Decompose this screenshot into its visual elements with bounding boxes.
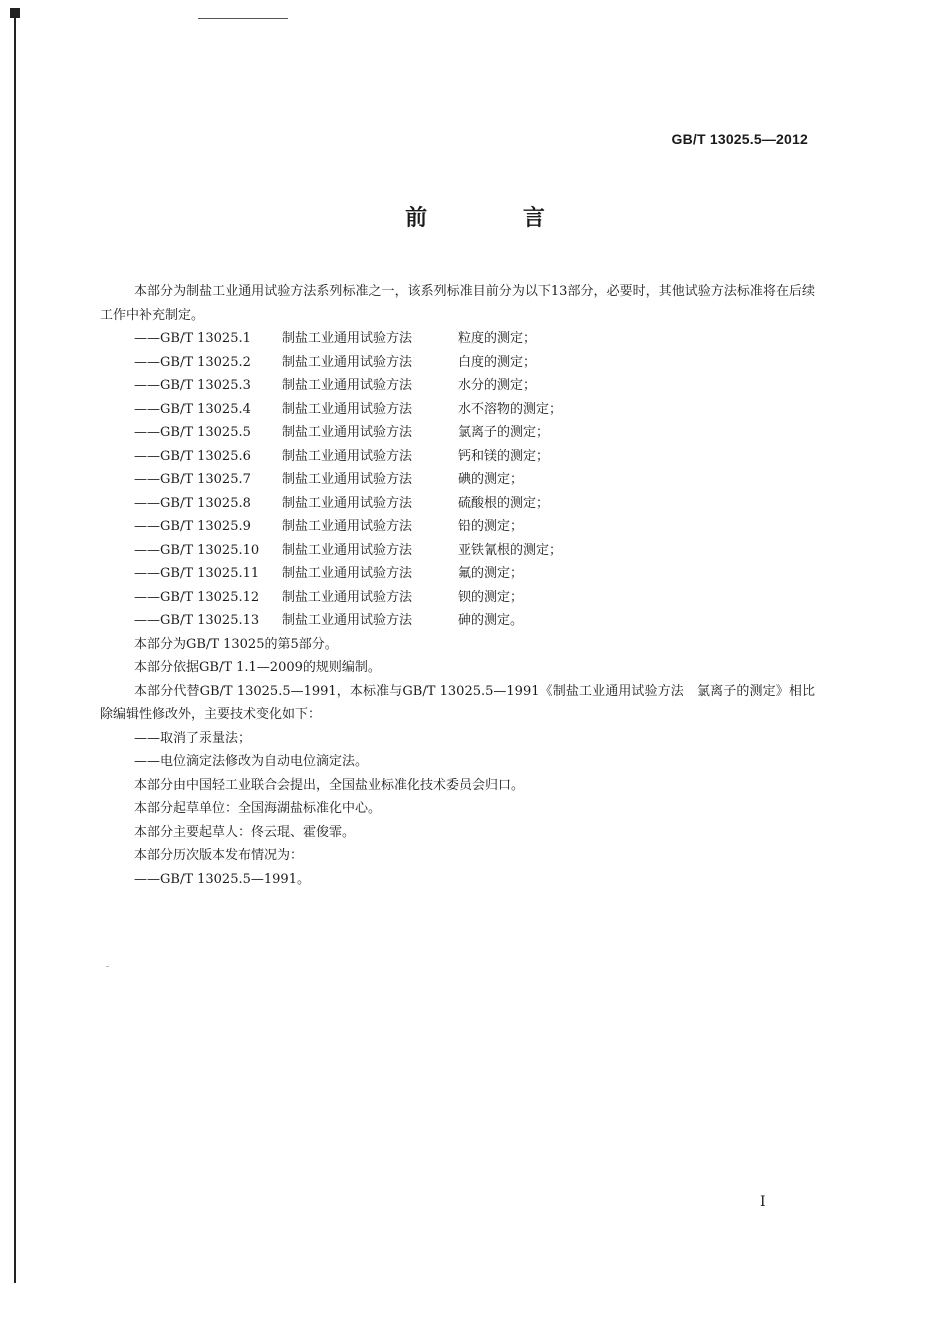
- part-list-item: [100, 562, 815, 586]
- part-list-item: [100, 539, 815, 563]
- part-series: 制盐工业通用试验方法: [282, 448, 413, 464]
- part-series: 制盐工业通用试验方法: [282, 401, 413, 417]
- part-list-item: [100, 351, 815, 375]
- part-name: 钡的测定；: [458, 589, 524, 605]
- part-code: ——GB/T 13025.12: [134, 589, 260, 605]
- part-name: 水分的测定；: [458, 378, 537, 393]
- part-series: 制盐工业通用试验方法: [282, 331, 413, 346]
- change-item: ——电位滴定法修改为自动电位滴定法。: [134, 754, 369, 769]
- part-name: 硫酸根的测定；: [458, 495, 550, 511]
- header-rule: [198, 18, 288, 19]
- part-name: 水不溶物的测定；: [458, 401, 563, 417]
- part-name: 砷的测定。: [458, 613, 524, 628]
- drafting-unit-paragraph: 本部分起草单位：全国海湖盐标准化中心。: [134, 801, 382, 816]
- part-of-paragraph: 本部分为GB/T 13025的第5部分。: [134, 636, 338, 652]
- part-list-item: [100, 421, 815, 445]
- part-series: 制盐工业通用试验方法: [282, 425, 413, 440]
- part-series: 制盐工业通用试验方法: [282, 495, 413, 511]
- part-name: 碘的测定；: [458, 472, 524, 487]
- part-code: ——GB/T 13025.11: [134, 566, 260, 581]
- part-series: 制盐工业通用试验方法: [282, 472, 413, 487]
- part-name: 钙和镁的测定；: [458, 448, 550, 464]
- parts-list: [100, 327, 815, 633]
- part-code: ——GB/T 13025.3: [134, 378, 251, 393]
- part-code: ——GB/T 13025.8: [134, 495, 251, 511]
- part-code: ——GB/T 13025.5: [134, 425, 251, 440]
- part-name: 铅的测定；: [458, 519, 524, 534]
- change-item: ——取消了汞量法；: [134, 730, 252, 746]
- part-code: ——GB/T 13025.7: [134, 472, 251, 487]
- part-series: 制盐工业通用试验方法: [282, 519, 413, 534]
- part-series: 制盐工业通用试验方法: [282, 613, 413, 628]
- part-series: 制盐工业通用试验方法: [282, 542, 413, 558]
- part-list-item: [100, 609, 815, 633]
- part-name: 粒度的测定；: [458, 331, 537, 346]
- part-series: 制盐工业通用试验方法: [282, 378, 413, 393]
- part-series: 制盐工业通用试验方法: [282, 566, 413, 581]
- part-list-item: [100, 374, 815, 398]
- part-series: 制盐工业通用试验方法: [282, 354, 413, 370]
- part-code: ——GB/T 13025.6: [134, 448, 251, 464]
- part-code: ——GB/T 13025.4: [134, 401, 251, 417]
- part-name: 氟的测定；: [458, 566, 524, 581]
- part-list-item: [100, 445, 815, 469]
- part-list-item: [100, 492, 815, 516]
- part-code: ——GB/T 13025.13: [134, 613, 260, 628]
- history-heading: 本部分历次版本发布情况为：: [134, 848, 304, 863]
- part-code: ——GB/T 13025.10: [134, 542, 260, 558]
- drafters-paragraph: 本部分主要起草人：佟云琨、霍俊霏。: [134, 824, 356, 840]
- replaces-paragraph: 本部分代替GB/T 13025.5—1991，本标准与GB/T 13025.5—1991《制盐工业通用试验方法 氯离子的测定》相比除编辑性修改外，主要技术变化如下：: [100, 683, 815, 722]
- proposed-by-paragraph: 本部分由中国轻工业联合会提出，全国盐业标准化技术委员会归口。: [134, 777, 525, 793]
- part-code: ——GB/T 13025.1: [134, 331, 251, 346]
- history-item: ——GB/T 13025.5—1991。: [134, 871, 310, 887]
- part-list-item: [100, 515, 815, 539]
- intro-paragraph: 本部分为制盐工业通用试验方法系列标准之一，该系列标准目前分为以下13部分，必要时，其他试验方法标准将在后续工作中补充制定。: [100, 284, 815, 323]
- part-code: ——GB/T 13025.9: [134, 519, 251, 534]
- standard-code: GB/T 13025.5—2012: [671, 131, 808, 147]
- page-number: I: [760, 1194, 766, 1210]
- scan-border: [14, 8, 16, 1283]
- part-name: 氯离子的测定；: [458, 425, 550, 440]
- scan-speck: [106, 966, 109, 967]
- part-series: 制盐工业通用试验方法: [282, 589, 413, 605]
- part-list-item: [100, 468, 815, 492]
- part-list-item: [100, 398, 815, 422]
- part-name: 亚铁氰根的测定；: [458, 542, 563, 558]
- foreword-body: [100, 280, 815, 891]
- part-list-item: [100, 327, 815, 351]
- rules-paragraph: 本部分依据GB/T 1.1—2009的规则编制。: [134, 660, 381, 675]
- part-code: ——GB/T 13025.2: [134, 354, 251, 370]
- scan-border-mark: [10, 8, 20, 18]
- part-name: 白度的测定；: [458, 354, 537, 370]
- page-title: 前 言: [405, 206, 589, 231]
- part-list-item: [100, 586, 815, 610]
